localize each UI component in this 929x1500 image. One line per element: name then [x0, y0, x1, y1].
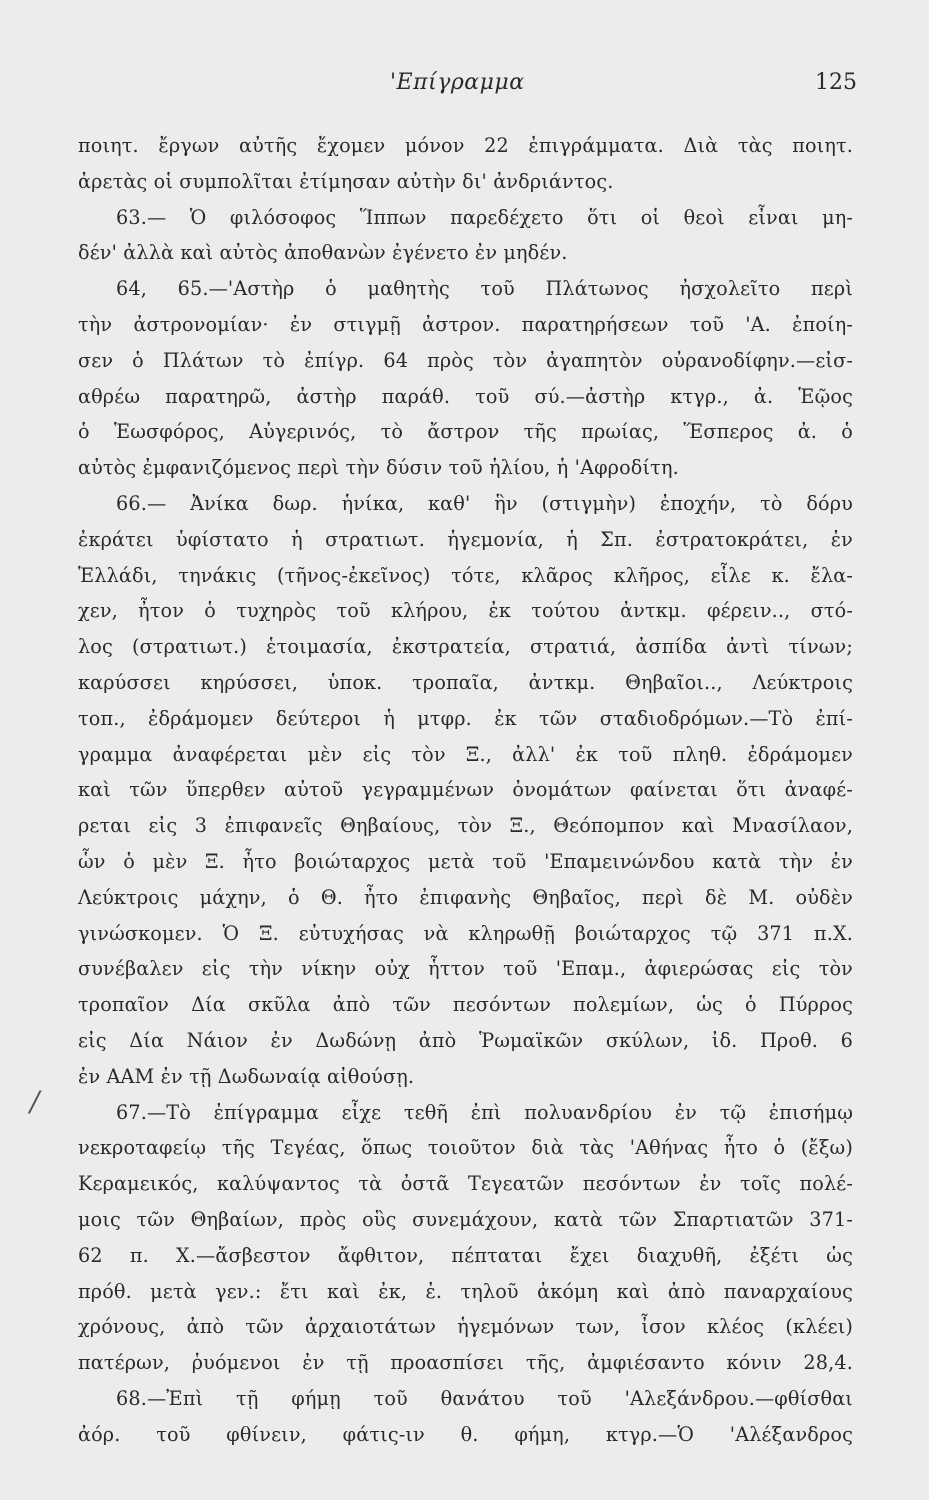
page-header: [0, 70, 929, 110]
text-line: ἐν ΑΑΜ ἐν τῇ Δωδωναίᾳ αἰθούσῃ.: [78, 1064, 415, 1088]
body-text: [78, 128, 853, 1452]
text-line: τὴν ἀστρονομίαν· ἐν στιγμῇ ἀστρον. παρατηρήσεων τοῦ 'Α. ἐποίη-: [78, 312, 853, 336]
text-line: τροπαῖον Δία σκῦλα ἀπὸ τῶν πεσόντων πολεμίων, ὡς ὁ Πύρρος: [78, 993, 853, 1017]
text-line: γινώσκομεν. Ὁ Ξ. εὐτυχήσας νὰ κληρωθῇ βοιώταρχος τῷ 371 π.Χ.: [78, 921, 853, 945]
text-line: σεν ὁ Πλάτων τὸ ἐπίγρ. 64 πρὸς τὸν ἀγαπητὸν οὐρανοδίφην.—εἰσ-: [78, 348, 853, 372]
text-line: χρόνους, ἀπὸ τῶν ἀρχαιοτάτων ἡγεμόνων των, ἶσον κλέος (κλέει): [78, 1315, 853, 1339]
text-line: Ἑλλάδι, τηνάκις (τῆνος-ἐκεῖνος) τότε, κλᾶρος κλῆρος, εἷλε κ. ἔλα-: [78, 563, 853, 587]
note-67-line: 67.—Τὸ ἐπίγραμμα εἶχε τεθῆ ἐπὶ πολυανδρίου ἐν τῷ ἐπισήμῳ: [116, 1100, 853, 1124]
text-line: Κεραμεικός, καλύψαντος τὰ ὀστᾶ Τεγεατῶν πεσόντων ἐν τοῖς πολέ-: [78, 1172, 853, 1196]
text-line: ἀόρ. τοῦ φθίνειν, φάτις-ιν θ. φήμη, κτγρ.—Ὁ 'Αλέξανδρος: [78, 1422, 853, 1446]
text-line: νεκροταφείῳ τῆς Τεγέας, ὅπως τοιοῦτον διὰ τὰς 'Αθήνας ἦτο ὁ (ἔξω): [78, 1136, 853, 1160]
note-63-line: 63.— Ὁ φιλόσοφος Ἵππων παρεδέχετο ὅτι οἱ θεοὶ εἶναι μη-: [116, 205, 853, 229]
text-line: ὁ Ἑωσφόρος, Αὐγερινός, τὸ ἄστρον τῆς πρωίας, Ἕσπερος ἀ. ὁ: [78, 420, 853, 444]
text-line: Λεύκτροις μάχην, ὁ Θ. ἦτο ἐπιφανὴς Θηβαῖος, περὶ δὲ Μ. οὐδὲν: [78, 885, 853, 909]
text-line: αθρέω παρατηρῶ, ἀστὴρ παράθ. τοῦ σύ.—ἀστὴρ κτγρ., ἀ. Ἑῷος: [78, 384, 853, 408]
note-68-line: 68.—Ἐπὶ τῇ φήμῃ τοῦ θανάτου τοῦ 'Αλεξάνδρου.—φθίσθαι: [116, 1386, 853, 1410]
note-66-line: 66.— Ἀνίκα δωρ. ἡνίκα, καθ' ἣν (στιγμὴν) ἐποχήν, τὸ δόρυ: [116, 491, 853, 515]
text-line: λος (στρατιωτ.) ἑτοιμασία, ἐκστρατεία, στρατιά, ἀσπίδα ἀντὶ τίνων;: [78, 635, 853, 659]
text-line: εἰς Δία Νάιον ἐν Δωδώνῃ ἀπὸ Ῥωμαϊκῶν σκύλων, ἰδ. Προθ. 6: [78, 1028, 853, 1052]
text-line: γραμμα ἀναφέρεται μὲν εἰς τὸν Ξ., ἀλλ' ἐκ τοῦ πληθ. ἐδράμομεν: [78, 742, 853, 766]
text-line: ὧν ὁ μὲν Ξ. ἦτο βοιώταρχος μετὰ τοῦ 'Επαμεινώνδου κατὰ τὴν ἐν: [78, 849, 853, 873]
text-line: συνέβαλεν εἰς τὴν νίκην οὐχ ἧττον τοῦ 'Επαμ., ἀφιερώσας εἰς τὸν: [78, 957, 853, 981]
text-line: ρεται εἰς 3 ἐπιφανεῖς Θηβαίους, τὸν Ξ., Θεόπομπον καὶ Μνασίλαον,: [78, 814, 853, 838]
text-line: μοις τῶν Θηβαίων, πρὸς οὓς συνεμάχουν, κατὰ τῶν Σπαρτιατῶν 371-: [78, 1207, 853, 1231]
text-line: χεν, ἦτον ὁ τυχηρὸς τοῦ κλήρου, ἐκ τούτου ἀντκμ. φέρειν.., στό-: [78, 599, 853, 623]
text-line: ἀρετὰς οἱ συμπολῖται ἐτίμησαν αὐτὴν δι' ἀνδριάντος.: [78, 169, 614, 193]
text-line: δέν' ἀλλὰ καὶ αὐτὸς ἀποθανὼν ἐγένετο ἐν μηδέν.: [78, 241, 568, 265]
text-line: πρόθ. μετὰ γεν.: ἔτι καὶ ἐκ, ἐ. τηλοῦ ἀκόμη καὶ ἀπὸ παναρχαίους: [78, 1279, 853, 1303]
text-line: πατέρων, ῥυόμενοι ἐν τῇ προασπίσει τῆς, ἀμφιέσαντο κόνιν 28,4.: [78, 1351, 853, 1375]
text-line: ποιητ. ἔργων αὐτῆς ἔχομεν μόνον 22 ἐπιγράμματα. Διὰ τὰς ποιητ.: [78, 134, 853, 157]
text-line: ἐκράτει ὑφίστατο ἡ στρατιωτ. ἡγεμονία, ἡ Σπ. ἐστρατοκράτει, ἐν: [78, 527, 853, 551]
running-title: 'Επίγραμμα: [390, 70, 525, 95]
text-line: 62 π. Χ.—ἄσβεστον ἄφθιτον, πέπταται ἔχει διαχυθῆ, ἐξέτι ὡς: [78, 1243, 853, 1267]
text-line: αὐτὸς ἐμφανιζόμενος περὶ τὴν δύσιν τοῦ ἡλίου, ἡ 'Αφροδίτη.: [78, 456, 679, 480]
text-line: καρύσσει κηρύσσει, ὑποκ. τροπαῖα, ἀντκμ. Θηβαῖοι.., Λεύκτροις: [78, 670, 853, 694]
note-64-65-line: 64, 65.—'Αστὴρ ὁ μαθητὴς τοῦ Πλάτωνος ἠσχολεῖτο περὶ: [116, 277, 853, 301]
text-line: καὶ τῶν ὕπερθεν αὐτοῦ γεγραμμένων ὀνομάτων φαίνεται ὅτι ἀναφέ-: [78, 778, 853, 802]
margin-mark: /: [30, 1085, 40, 1118]
page-number: 125: [815, 70, 857, 95]
text-line: τοπ., ἐδράμομεν δεύτεροι ἡ μτφρ. ἐκ τῶν σταδιοδρόμων.—Τὸ ἐπί-: [78, 706, 853, 730]
